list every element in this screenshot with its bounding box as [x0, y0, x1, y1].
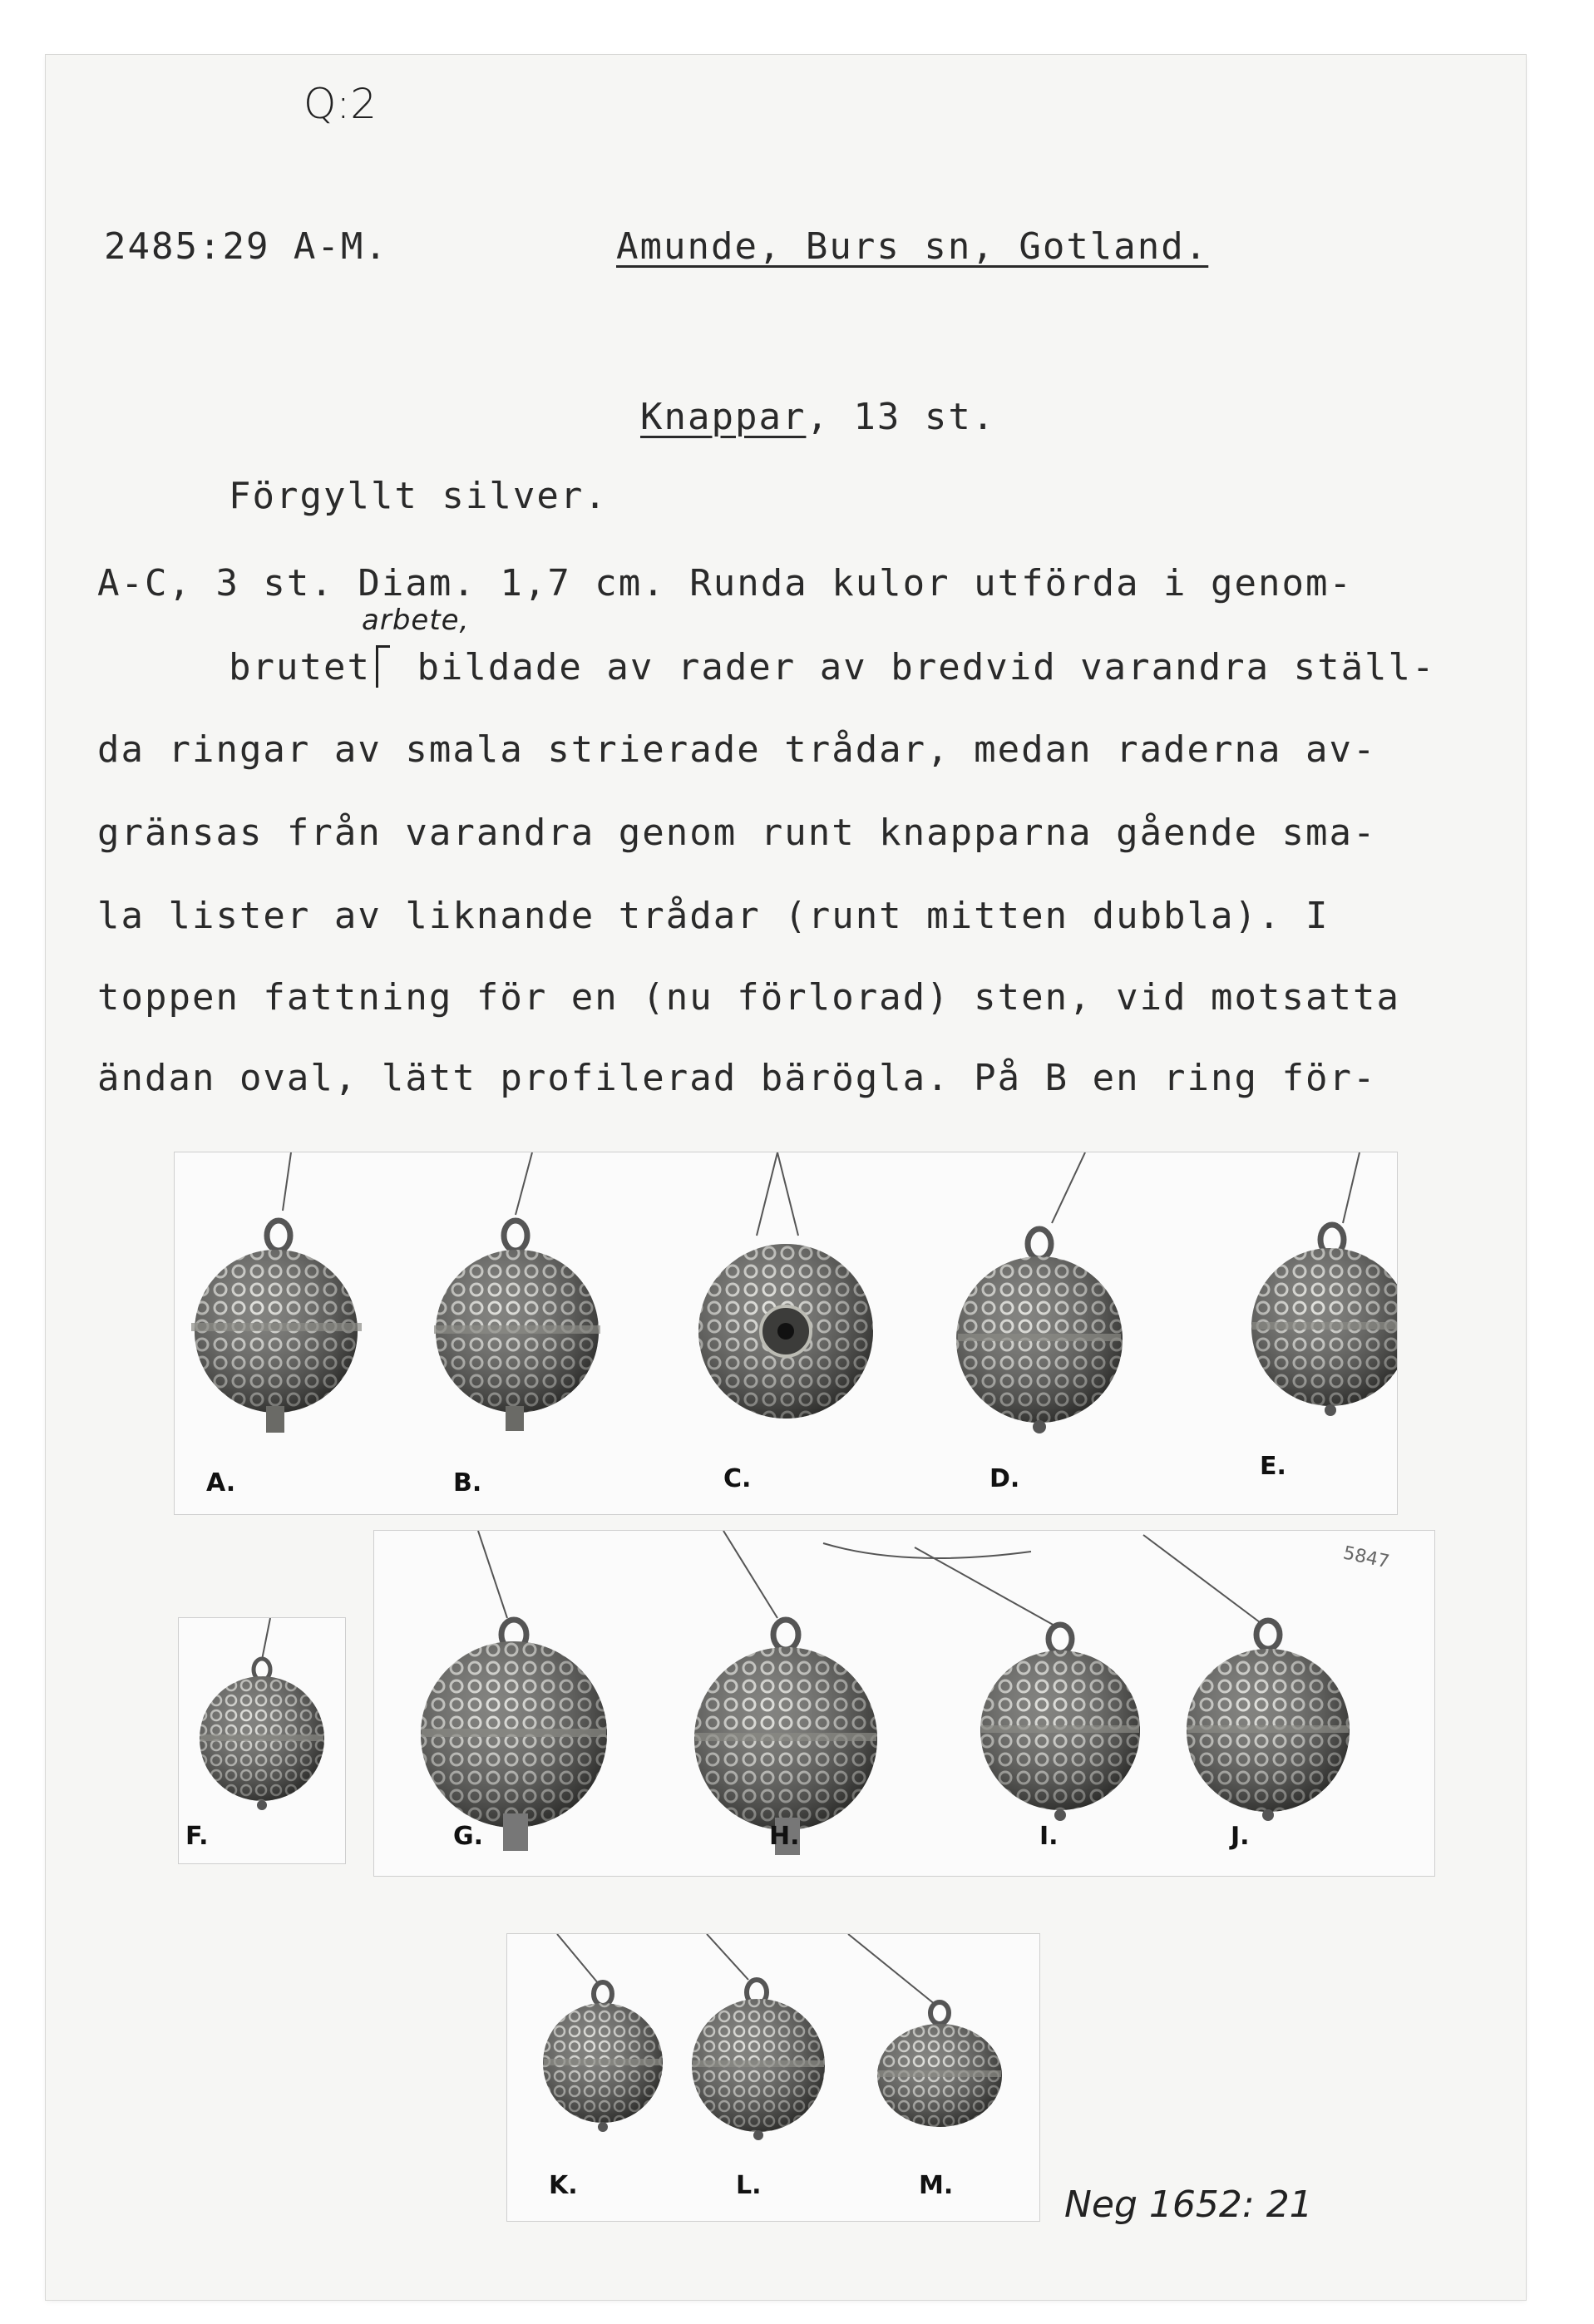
description-line-1: A-C, 3 st. Diam. 1,7 cm. Runda kulor utförda i genom-: [97, 562, 1353, 604]
find-location: Amunde, Burs sn, Gotland.: [616, 225, 1209, 268]
shelf-mark: Q:2: [304, 80, 378, 128]
button-k-loop: [594, 1982, 612, 2006]
object-count: , 13 st.: [806, 396, 996, 438]
description-line-5: la lister av liknande trådar (runt mitten dubbla). I: [97, 895, 1330, 937]
label-d: D.: [989, 1464, 1020, 1493]
button-a-loop: [267, 1221, 290, 1251]
button-j-loop: [1256, 1621, 1280, 1649]
object-name: Knappar: [640, 396, 807, 438]
catalog-card: [46, 55, 1526, 2300]
description-line-7: ändan oval, lätt profilerad bärögla. På B en ring för-: [97, 1057, 1377, 1099]
label-f: F.: [185, 1822, 209, 1851]
label-g: G.: [453, 1822, 484, 1851]
photo-button-f: [179, 1618, 345, 1863]
description-line-6: toppen fattning för en (nu förlorad) sten, vid motsatta: [97, 976, 1400, 1019]
description-line-2: [229, 645, 1436, 688]
object-title: [640, 396, 995, 438]
material: Förgyllt silver.: [229, 475, 608, 517]
negative-number: Neg 1652: 21: [1064, 2183, 1313, 2226]
description-line-3: da ringar av smala strierade trådar, medan raderna av-: [97, 728, 1377, 771]
button-m-loop: [930, 2002, 949, 2024]
button-i-loop: [1049, 1625, 1072, 1653]
label-h: H.: [769, 1822, 800, 1851]
handwritten-insertion: arbete,: [362, 604, 470, 637]
photo-buttons-a-e: [175, 1152, 1397, 1514]
inventory-number: 2485:29 A-M.: [104, 225, 388, 268]
photo-stamp: 5847: [1341, 1542, 1391, 1573]
label-e: E.: [1260, 1452, 1286, 1481]
photo-buttons-k-m: [507, 1934, 1039, 2221]
label-i: I.: [1039, 1822, 1059, 1851]
label-b: B.: [453, 1468, 482, 1498]
button-b-loop: [504, 1221, 527, 1251]
photo-buttons-g-j: [374, 1531, 1434, 1876]
label-m: M.: [919, 2171, 954, 2200]
description-line-2-start: brutet: [229, 646, 371, 688]
label-j: J.: [1231, 1822, 1250, 1851]
description-line-4: gränsas från varandra genom runt knapparna gående sma-: [97, 812, 1377, 854]
insertion-mark: [376, 645, 390, 688]
label-l: L.: [736, 2171, 762, 2200]
buttons-g-j-image: [374, 1531, 1434, 1876]
button-d-loop: [1028, 1229, 1051, 1259]
buttons-a-e-image: [175, 1152, 1397, 1514]
label-k: K.: [549, 2171, 578, 2200]
label-a: A.: [206, 1468, 236, 1498]
label-c: C.: [723, 1464, 752, 1493]
description-line-2-end: bildade av rader av bredvid varandra ställ-: [392, 646, 1436, 688]
button-h-loop: [773, 1620, 798, 1650]
buttons-k-m-image: [507, 1934, 1039, 2221]
